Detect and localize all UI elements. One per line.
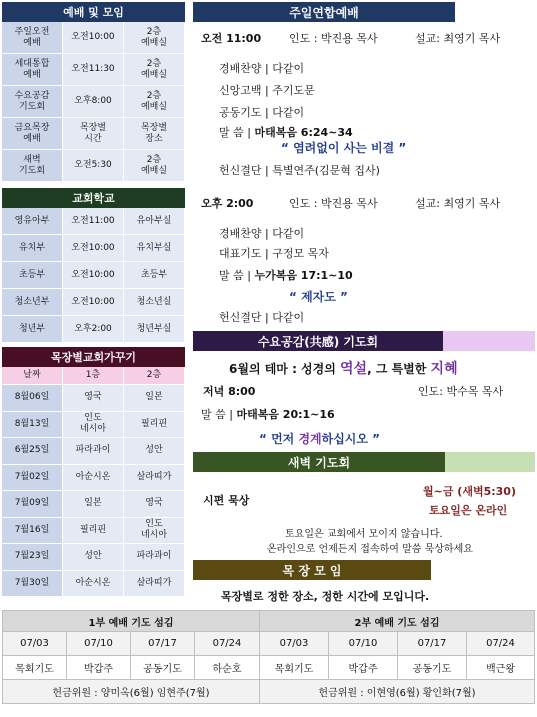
prayer-name-second-1: 박갑주 [329,656,398,680]
am-time: 오전 11:00 [201,32,262,45]
worship-name-cell-line: 예배 [23,37,41,48]
school-place-cell: 청소년실 [124,289,185,316]
cell-church-table [2,367,185,597]
wednesday-title: 수요공감(共感) 기도회 [193,331,443,351]
worship-name-cell-line: 주일오전 [14,26,50,37]
cell-church-floor2-cell-line: 인도 [145,519,163,530]
pm-scripture-row [219,267,353,283]
cell-church-floor1-cell-line: 파라과이 [75,445,111,456]
prayer-table-dates-row [2,632,535,656]
am-sermon-title: “ 염려없이 사는 비결 ” [281,141,407,155]
am-offering: 헌신결단 | 특별연주(김문혁 집사) [219,164,380,177]
first-service-title: 1부 예배 기도 섬김 [2,610,260,632]
prayer-date-first-2: 07/17 [131,632,195,656]
dawn-left: 시편 묵상 [203,494,250,507]
wednesday-scripture-label: 말 씀 | [201,408,233,421]
worship-time-cell [63,86,124,118]
cell-church-floor2-cell [124,491,185,518]
worship-place-cell-line: 예배실 [140,69,168,80]
cell-church-date-cell: 6월25일 [2,438,63,465]
cell-church-floor2-cell [124,412,185,439]
prayer-name-second-3: 백근왕 [467,656,535,680]
cell-church-header-2: 2층 [124,367,185,385]
worship-place-cell-line: 장소 [145,133,163,144]
dawn-note1: 토요일은 교회에서 모이지 않습니다. [285,529,443,540]
cell-church-floor1-cell [63,518,124,545]
worship-time-cell-line: 오후8:00 [74,96,112,106]
worship-time-cell-text [74,96,112,107]
worship-place-cell-text [141,155,167,177]
am-scripture-label: 말 씀 | [219,126,251,139]
cell-church-floor2-cell-text [137,472,172,483]
worship-place-cell-line: 예배실 [140,37,168,48]
wednesday-theme [229,358,458,378]
cell-church-floor2-cell-line: 네시아 [140,530,168,541]
cell-church-floor1-cell-text [76,578,111,589]
wednesday-message-c: 하십시오 ” [321,432,381,446]
school-dept-cell: 청소년부 [2,289,63,316]
worship-place-cell-line: 2층 [146,90,162,101]
cell-church-floor1-cell-line: 필리핀 [79,524,107,535]
cell-church-date-cell: 8월06일 [2,385,63,412]
pm-offering: 헌신결단 | 다같이 [219,311,305,324]
prayer-service-table [2,610,535,704]
cell-church-floor2-cell-line: 살라띠가 [136,471,172,482]
cell-church-floor1-cell-line: 아순시온 [75,471,111,482]
cell-church-floor1-cell-line: 네시아 [79,424,107,435]
worship-name-cell-line: 금요목장 [14,122,50,133]
prayer-name-second-2: 공동기도 [398,656,467,680]
school-place-cell: 청년부실 [124,316,185,343]
prayer-name-first-3: 하순호 [195,656,260,680]
worship-name-cell-text [15,91,50,113]
cell-church-floor2-cell-text [137,578,172,589]
wednesday-header-bar [193,331,535,351]
am-scripture-row [219,124,353,140]
worship-name-cell-text [19,155,45,177]
worship-time-cell-text [71,64,114,75]
prayer-date-first-1: 07/10 [67,632,131,656]
school-dept-cell: 청년부 [2,316,63,343]
cell-church-floor2-cell [124,571,185,598]
cell-church-floor2-cell-text [141,419,167,430]
cell-church-floor2-cell-line: 일본 [145,392,163,403]
am-leader: 인도 : 박진용 목사 [289,32,378,45]
offering-first: 헌금위원 : 양미옥(6월) 임현주(7월) [2,680,260,704]
wednesday-time: 저녁 8:00 [203,385,256,398]
worship-time-cell-line: 목장별 [79,122,107,133]
cell-church-floor2-cell [124,438,185,465]
worship-place-cell-text [141,27,167,49]
school-header: 교회학교 [2,188,185,208]
cell-church-floor2-cell [124,465,185,492]
cell-church-floor1-cell-text [84,551,101,562]
wednesday-scripture: 마태복음 20:1~16 [236,408,335,421]
wednesday-theme-word2: 지혜 [430,361,458,377]
cell-church-header-0: 날짜 [2,367,63,385]
dawn-note2: 온라인으로 언제든지 접속하여 말씀 묵상하세요 [267,544,473,555]
school-time-cell: 오전11:00 [63,208,124,235]
cell-church-floor2-cell-line: 성안 [145,445,163,456]
dawn-header-bar [193,452,535,472]
am-item-prayer: 공동기도 | 다같이 [219,106,305,119]
worship-schedule-table [2,22,185,182]
worship-name-cell [2,54,63,86]
am-scripture: 마태복음 6:24~34 [254,126,353,139]
school-schedule-table [2,208,185,343]
dawn-days: 월~금 (새벽5:30) [423,485,516,498]
cell-church-floor1-cell [63,491,124,518]
worship-name-cell-text [15,27,50,49]
prayer-date-second-3: 07/24 [467,632,535,656]
school-time-cell: 오전10:00 [63,262,124,289]
cell-church-floor1-cell-text [76,472,111,483]
dawn-saturday: 토요일은 온라인 [429,504,508,517]
cell-church-floor2-cell [124,385,185,412]
worship-place-cell [124,118,185,150]
cell-church-floor1-cell-line: 인도 [84,413,102,424]
wednesday-message-a: “ 먼저 [259,432,299,446]
worship-place-cell-line: 목장별 [140,122,168,133]
worship-time-cell-text [71,32,114,43]
prayer-date-second-1: 07/10 [329,632,398,656]
worship-name-cell-line: 세대통합 [14,58,50,69]
prayer-table-names-row [2,656,535,680]
cell-church-floor1-cell [63,412,124,439]
second-service-title: 2부 예배 기도 섬김 [260,610,535,632]
pm-sermon-title: “ 제자도 ” [289,290,348,304]
am-preacher: 설교: 최영기 목사 [415,32,501,45]
cell-meeting-header-bar [193,560,535,580]
worship-place-cell [124,54,185,86]
sunday-header-bar [193,2,535,22]
prayer-date-second-0: 07/03 [260,632,329,656]
worship-name-cell-line: 수요공감 [14,90,50,101]
prayer-date-second-2: 07/17 [398,632,467,656]
worship-place-cell-line: 2층 [146,154,162,165]
cell-church-floor2-cell [124,518,185,545]
pm-preacher: 설교: 최영기 목사 [415,197,501,210]
am-item-creed: 신앙고백 | 주기도문 [219,84,315,97]
pm-scripture: 누가복음 17:1~10 [254,269,353,282]
school-place-cell: 유치부실 [124,235,185,262]
prayer-name-first-1: 박갑주 [67,656,131,680]
school-dept-cell: 영유아부 [2,208,63,235]
cell-church-floor1-cell-text [84,392,101,403]
worship-name-cell-text [15,123,50,145]
cell-church-floor1-cell [63,571,124,598]
dawn-title: 새벽 기도회 [193,452,445,472]
cell-church-floor1-cell [63,465,124,492]
cell-church-floor1-cell-line: 영국 [84,392,102,403]
worship-place-cell [124,22,185,54]
cell-church-floor1-cell-text [76,445,111,456]
worship-name-cell-line: 새벽 [23,154,41,165]
wednesday-scripture-row [201,406,335,422]
cell-church-floor1-cell-line: 일본 [84,498,102,509]
cell-church-floor1-cell-text [80,413,106,435]
worship-name-cell-text [15,59,50,81]
cell-meeting-text: 목장별로 정한 장소, 정한 시간에 모입니다. [221,590,430,603]
pm-item-praise: 경배찬양 | 다같이 [219,227,305,240]
wednesday-message [259,430,380,447]
cell-church-floor1-cell [63,385,124,412]
worship-time-cell-line: 오전11:30 [71,64,115,74]
cell-church-floor2-cell-text [137,551,172,562]
school-dept-cell: 유치부 [2,235,63,262]
school-time-cell: 오전10:00 [63,235,124,262]
prayer-name-first-0: 목회기도 [2,656,67,680]
worship-time-cell [63,150,124,182]
worship-time-cell-line: 오전5:30 [74,160,112,170]
cell-meeting-title: 목 장 모 임 [193,560,431,580]
cell-church-floor1-cell [63,438,124,465]
worship-place-cell-line: 2층 [146,26,162,37]
wednesday-header-accent [443,331,535,351]
worship-time-cell [63,118,124,150]
cell-church-floor2-cell-text [141,519,167,541]
cell-church-date-cell: 7월16일 [2,518,63,545]
wednesday-theme-mid: , 그 특별한 [367,362,431,376]
prayer-table-offering-row [2,680,535,704]
am-item-praise: 경배찬양 | 다같이 [219,62,305,75]
cell-church-header: 목장별교회가꾸기 [2,347,185,367]
worship-time-cell [63,22,124,54]
cell-church-floor2-cell-line: 파라과이 [136,551,172,562]
cell-church-floor1-cell [63,544,124,571]
worship-name-cell-line: 기도회 [18,101,46,112]
left-column [2,2,185,597]
worship-name-cell [2,150,63,182]
wednesday-leader: 인도: 박수목 목사 [418,385,504,398]
pm-time: 오후 2:00 [201,197,254,210]
worship-header: 예배 및 모임 [2,2,185,22]
wednesday-theme-prefix: 6월의 테마 : 성경의 [229,362,341,376]
wednesday-message-b: 경계 [298,432,322,446]
worship-place-cell [124,86,185,118]
prayer-date-first-0: 07/03 [2,632,67,656]
worship-place-cell-line: 예배실 [140,165,168,176]
worship-name-cell-line: 예배 [23,69,41,80]
prayer-name-first-2: 공동기도 [131,656,195,680]
pm-scripture-label: 말 씀 | [219,269,251,282]
worship-place-cell [124,150,185,182]
cell-church-floor2-cell-text [145,392,162,403]
cell-church-floor1-cell-text [84,498,101,509]
dawn-header-accent [445,452,535,472]
sunday-title: 주일연합예배 [193,2,455,22]
cell-church-floor2-cell-text [145,498,162,509]
worship-name-cell [2,86,63,118]
worship-place-cell-text [141,91,167,113]
cell-church-header-1: 1층 [63,367,124,385]
cell-church-floor1-cell-line: 아순시온 [75,577,111,588]
worship-time-cell [63,54,124,86]
pm-leader: 인도 : 박진용 목사 [289,197,378,210]
worship-place-cell-line: 2층 [146,58,162,69]
worship-name-cell-line: 예배 [23,133,41,144]
cell-church-floor2-cell [124,544,185,571]
prayer-date-first-3: 07/24 [195,632,260,656]
school-place-cell: 유아부실 [124,208,185,235]
worship-time-cell-line: 시간 [84,133,102,144]
cell-church-floor2-cell-line: 살라띠가 [136,577,172,588]
cell-church-floor1-cell-text [80,525,106,536]
worship-name-cell [2,22,63,54]
worship-place-cell-text [141,59,167,81]
cell-church-date-cell: 8월13일 [2,412,63,439]
school-time-cell: 오후2:00 [63,316,124,343]
worship-name-cell-line: 기도회 [18,165,46,176]
offering-second: 헌금위원 : 이현영(6월) 황인화(7월) [260,680,535,704]
worship-time-cell-text [80,123,106,145]
cell-church-floor2-cell-text [145,445,162,456]
worship-time-cell-line: 오전10:00 [71,32,115,42]
cell-church-date-cell: 7월09일 [2,491,63,518]
cell-church-date-cell: 7월30일 [2,571,63,598]
pm-item-prayer: 대표기도 | 구정모 목자 [219,247,329,260]
prayer-table-header-row [2,610,535,632]
school-dept-cell: 초등부 [2,262,63,289]
cell-church-date-cell: 7월23일 [2,544,63,571]
worship-place-cell-line: 예배실 [140,101,168,112]
school-place-cell: 초등부 [124,262,185,289]
worship-time-cell-text [74,160,112,171]
cell-church-floor2-cell-line: 필리핀 [140,418,168,429]
cell-church-floor1-cell-line: 성안 [84,551,102,562]
school-time-cell: 오전10:00 [63,289,124,316]
wednesday-theme-word1: 역설 [340,361,368,377]
cell-church-date-cell: 7월02일 [2,465,63,492]
cell-church-floor2-cell-line: 영국 [145,498,163,509]
prayer-name-second-0: 목회기도 [260,656,329,680]
worship-place-cell-text [141,123,167,145]
worship-name-cell [2,118,63,150]
